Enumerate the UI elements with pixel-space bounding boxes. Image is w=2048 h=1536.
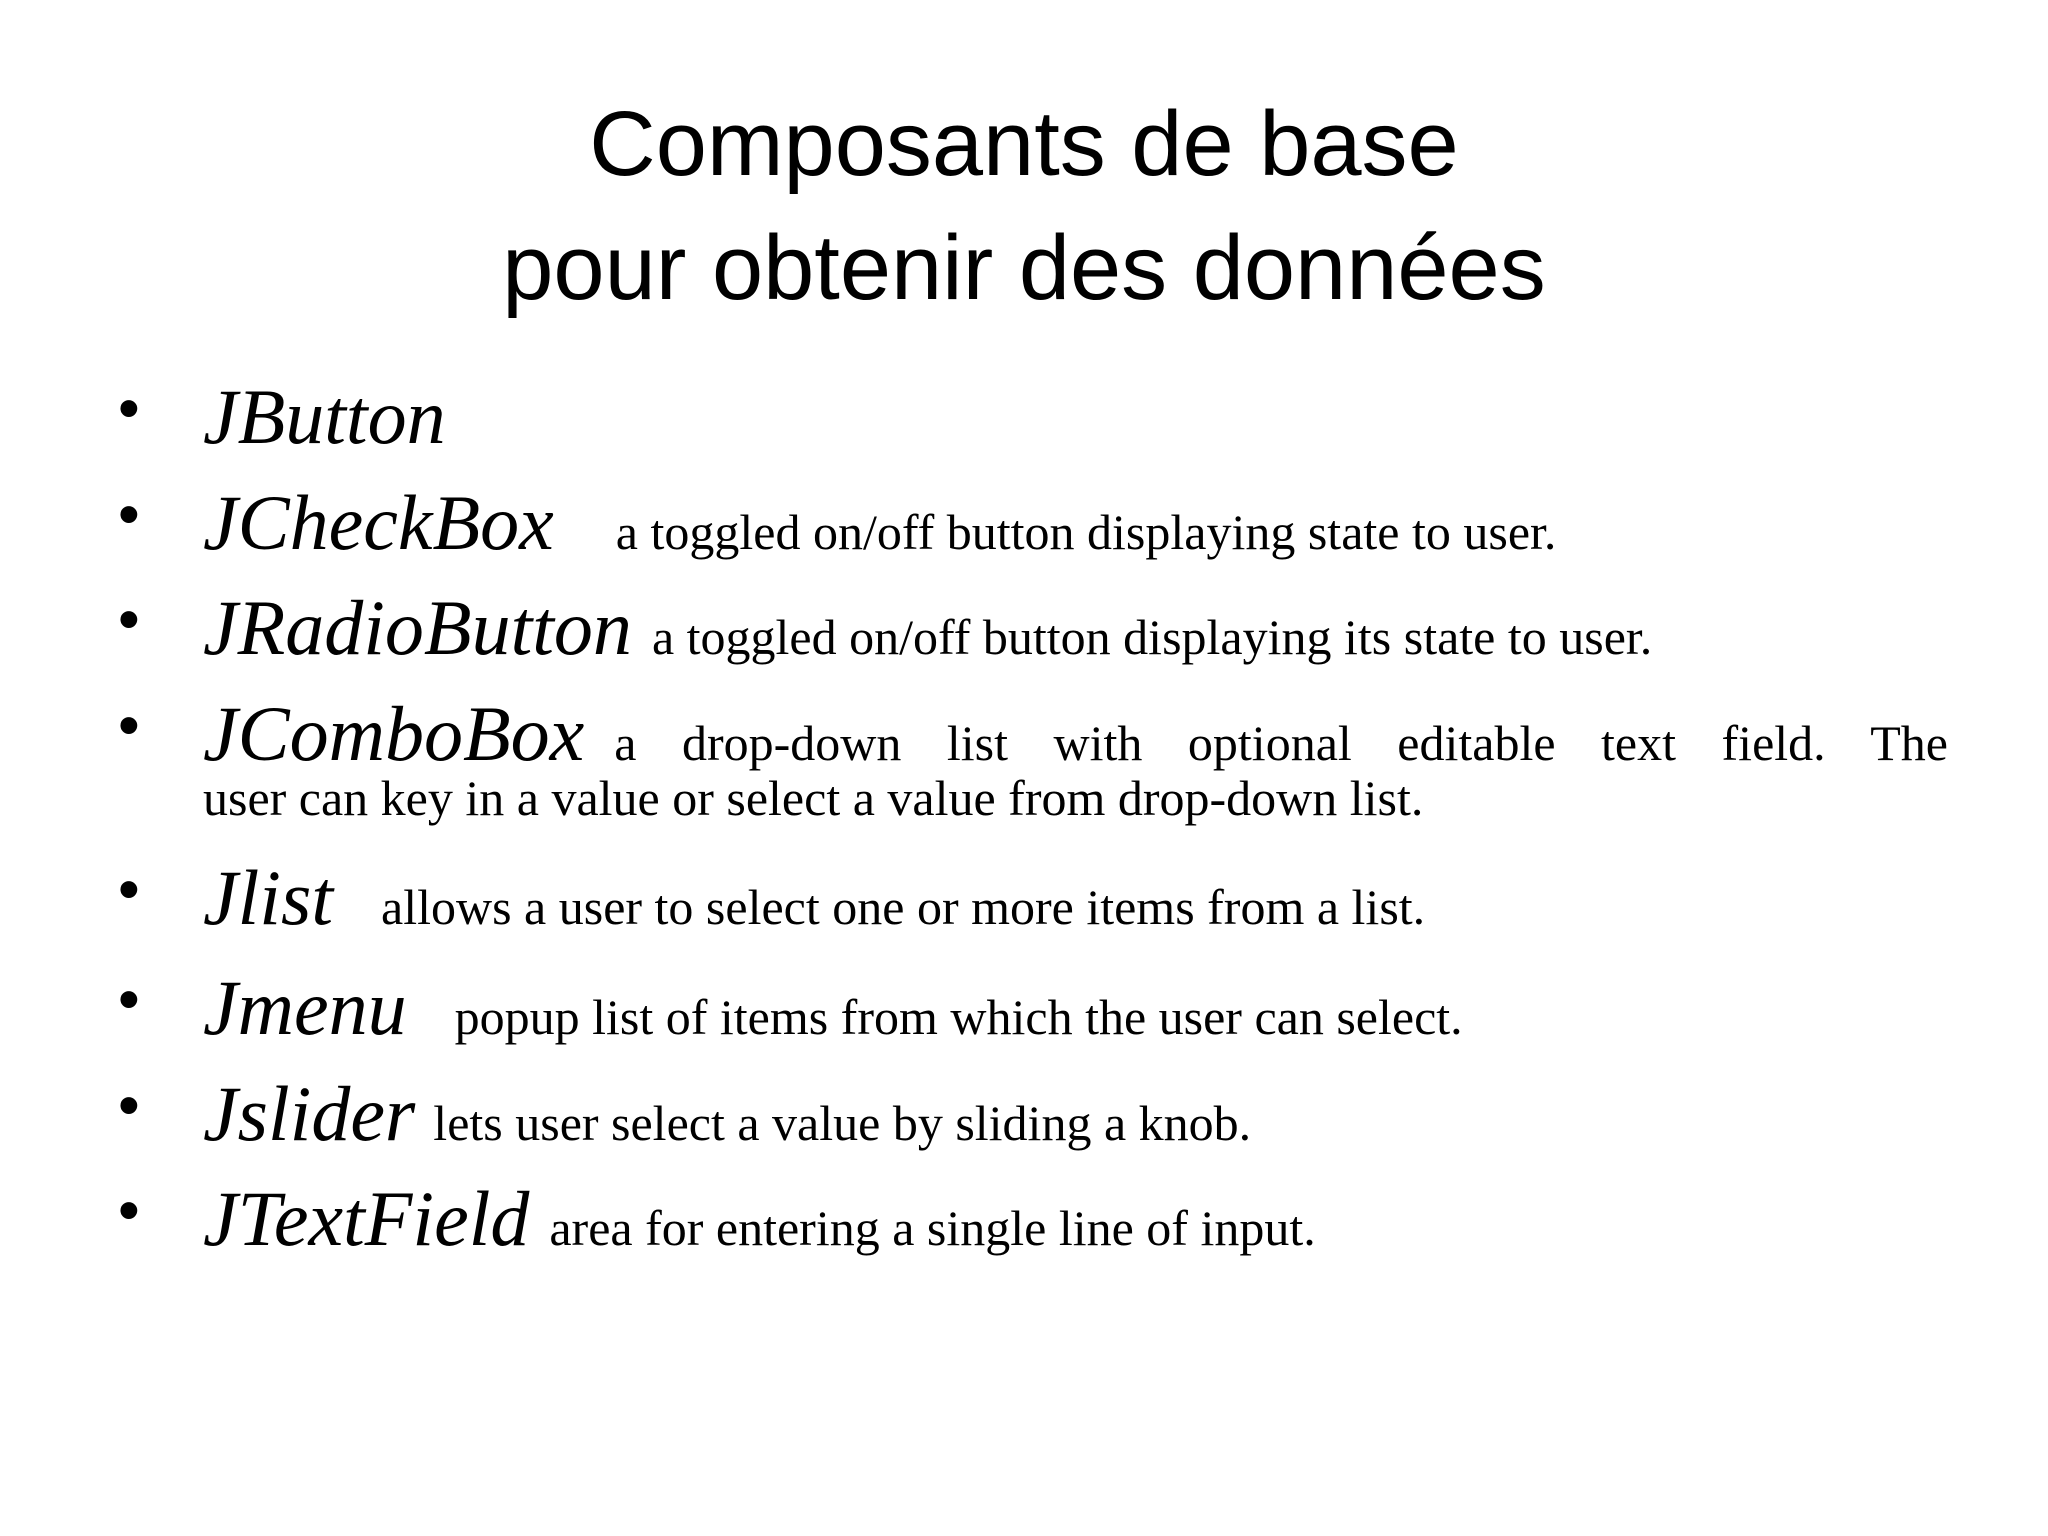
bullet-icon: • <box>118 965 140 1034</box>
term-jcombobox: JComboBox <box>203 690 585 777</box>
bullet-icon: • <box>118 585 140 654</box>
item-line <box>203 963 1463 1062</box>
bullet-icon: • <box>118 855 140 924</box>
description-jcheckbox: a toggled on/off button displaying state to user. <box>615 504 1557 560</box>
item-line <box>203 372 446 462</box>
description-jradiobutton: a toggled on/off button displaying its state to user. <box>651 609 1653 665</box>
bullet-icon: • <box>118 480 140 549</box>
bullet-icon: • <box>118 691 140 760</box>
term-jslider: Jslider <box>203 1070 416 1157</box>
bullet-icon: • <box>118 374 140 443</box>
term-jtextfield: JTextField <box>203 1175 530 1262</box>
term-jradiobutton: JRadioButton <box>203 584 632 671</box>
description-jmenu: popup list of items from which the user can select. <box>454 989 1463 1045</box>
term-jmenu: Jmenu <box>203 964 407 1051</box>
bullet-icon: • <box>118 1071 140 1140</box>
bullet-icon: • <box>118 1176 140 1245</box>
item-line <box>203 478 1556 577</box>
title-line-2: pour obtenir des données <box>502 217 1546 319</box>
title-line-1: Composants de base <box>589 93 1459 195</box>
description-jtextfield: area for entering a single line of input. <box>549 1200 1316 1256</box>
description-jcombobox: a drop-down list with optional editable text field. The <box>614 715 1948 771</box>
item-line <box>203 853 1425 952</box>
term-jbutton: JButton <box>203 373 446 460</box>
term-jcheckbox: JCheckBox <box>203 479 554 566</box>
item-line <box>203 1174 1316 1273</box>
description-jslider: lets user select a value by sliding a knob. <box>433 1095 1252 1151</box>
item-line <box>203 1069 1251 1168</box>
term-jlist: Jlist <box>203 854 333 941</box>
description-jcombobox-continued: user can key in a value or select a value from drop-down list. <box>203 770 1424 826</box>
description-jlist: allows a user to select one or more items from a list. <box>381 879 1426 935</box>
item-line <box>203 583 1652 682</box>
